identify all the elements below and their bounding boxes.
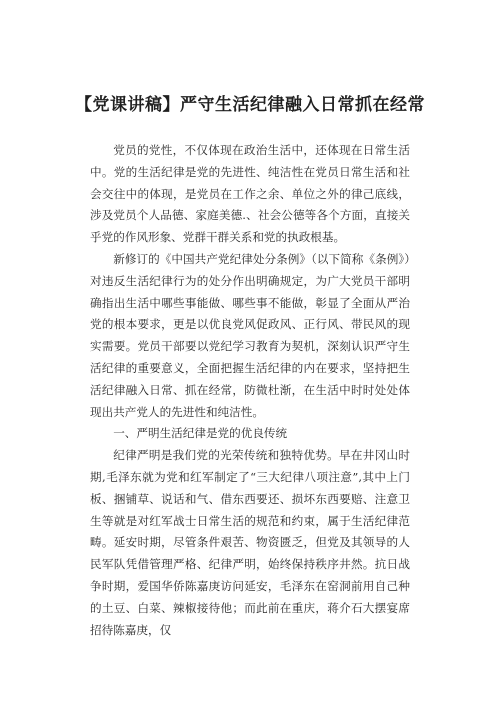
document-body <box>90 140 410 641</box>
paragraph-party-spirit: 党员的党性，不仅体现在政治生活中，还体现在日常生活中。党的生活纪律是党的先进性、纯洁性在党员日常生活和社会交往中的体现，是党员在工作之余、单位之外的律己底线，涉及党员个人品德、家庭美德.、社会公德等各个方面，直接关乎党的作风形象、党群干群关系和党的执政根基。 <box>90 143 410 245</box>
paragraph-revised-regulations: 新修订的《中国共产党纪律处分条例》（以下简称《条例》）对违反生活纪律行为的处分作出明确规定，为广大党员干部明确指出生活中哪些事能做、哪些事不能做，彰显了全面从严治党的根本要求，更是以优良党风促政风、正行风、带民风的现实需要。党员干部要以党纪学习教育为契机，深刻认识严守生活纪律的重要意义，全面把握生活纪律的内在要求，坚持把生活纪律融入日常、抓在经常，防微杜渐，在生活中时时处处体现出共产党人的先进性和纯洁性。 <box>90 251 410 419</box>
paragraph-discipline-tradition: 纪律严明是我们党的光荣传统和独特优势。早在井冈山时期,毛泽东就为党和红军制定了“三大纪律八项注意”,其中上门板、捆铺草、说话和气、借东西要还、损坏东西要赔、注意卫生等就是对红军战士日常生活的规范和约束，属于生活纪律范畴。延安时期，尽管条件艰苦、物资匮乏，但党及其领导的人民军队凭借管理严格、纪律严明，始终保持秩序井然。抗日战争时期，爱国华侨陈嘉庚访问延安，毛泽东在窑洞前用自己种的土豆、白菜、辣椒接待他；而此前在重庆，蒋介石大摆宴席招待陈嘉庚，仅 <box>90 448 410 637</box>
document-title: 【党课讲稿】严守生活纪律融入日常抓在经常 <box>75 95 425 115</box>
section-heading: 一、严明生活纪律是党的优良传统 <box>113 426 288 441</box>
